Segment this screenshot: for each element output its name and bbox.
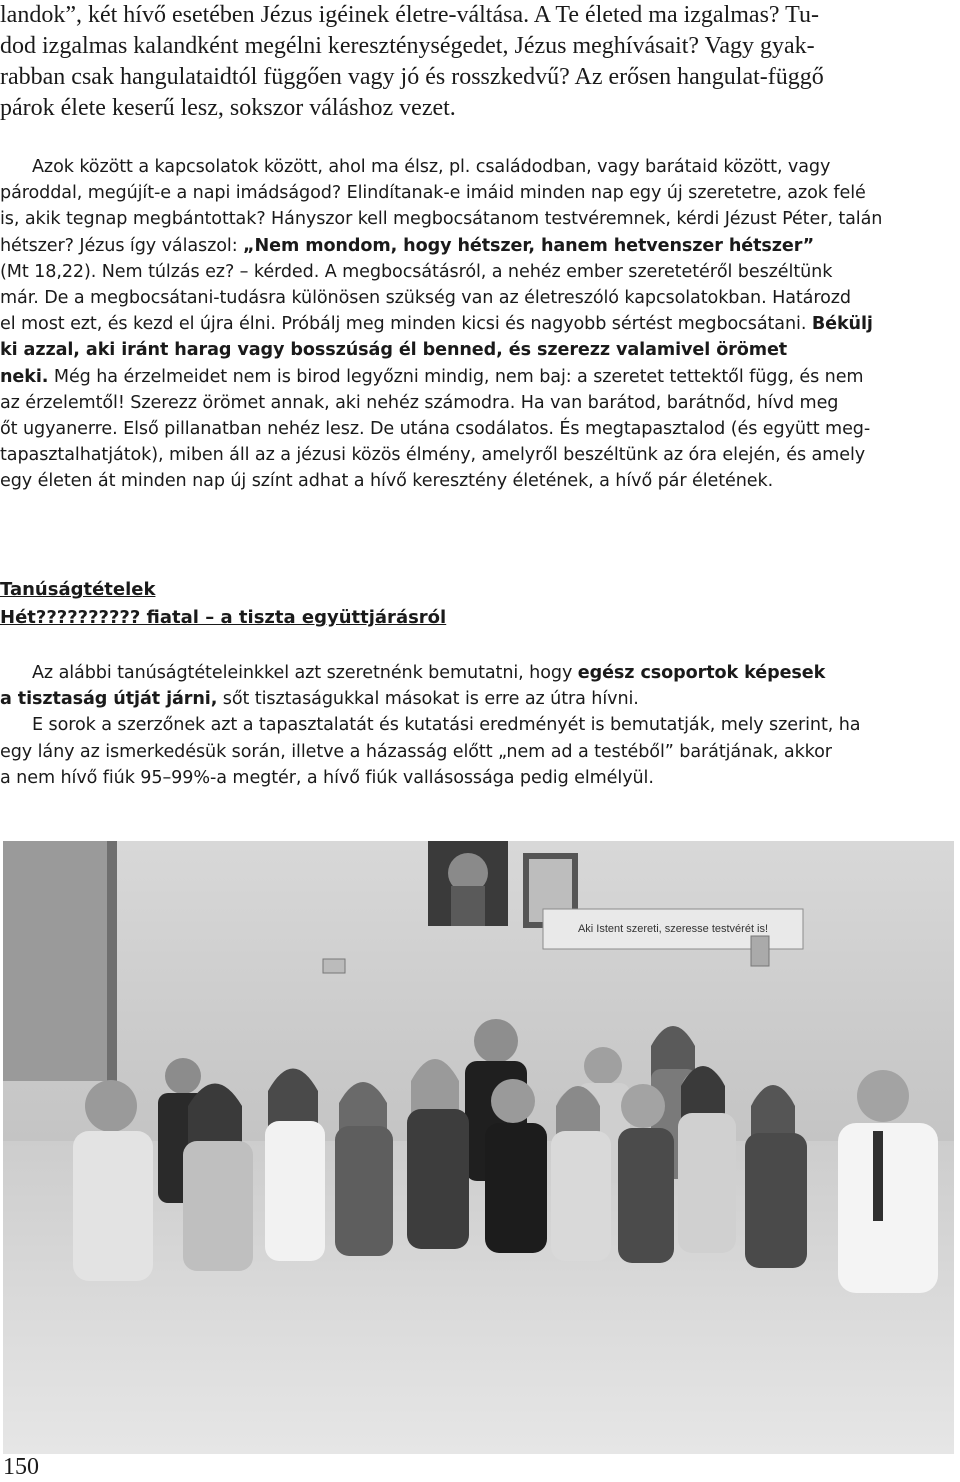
page-number: 150 [3, 1454, 39, 1480]
body-line [0, 364, 960, 390]
body-line [0, 233, 960, 259]
doorway-frame [107, 841, 117, 1081]
intercom [751, 936, 769, 966]
banner-text: Aki Istent szereti, szeresse testvérét is! [577, 923, 769, 935]
group-photo-illustration [3, 841, 954, 1454]
body-line: az érzelemtől! Szerezz örömet annak, aki nehéz számodra. Ha van barátod, barátnőd, hívd meg [0, 392, 839, 413]
testimony-line [0, 660, 960, 686]
body-line: őt ugyanerre. Első pillanatban nehéz lesz. De utána csodálatos. És megtapasztalod (és együtt meg- [0, 419, 871, 440]
intro-line: dod izgalmas kalandként megélni kereszténységedet, Jézus meghívásait? Vagy gyak- [0, 33, 815, 59]
section-title: Tanúságtételek [0, 579, 156, 600]
body-line: tapasztalhatjátok), miben áll az a jézusi közös élmény, amelyről beszéltünk az óra elején, és amely [0, 445, 866, 466]
body-line: Azok között a kapcsolatok között, ahol ma élsz, pl. családodban, vagy barátaid között, vagy [32, 157, 831, 177]
bible-quote: „Nem mondom, hogy hétszer, hanem hetvenszer hétszer” [243, 235, 815, 256]
testimony-line: E sorok a szerzőnek azt a tapasztalatát és kutatási eredményét is bemutatják, mely szerint, ha [32, 715, 861, 736]
body-paragraph [0, 154, 960, 495]
wall-socket [323, 959, 345, 973]
intro-line: landok”, két hívő esetében Jézus igéinek életre-váltása. A Te életed ma izgalmas? Tu- [0, 2, 819, 28]
emphasis-text: egész csoportok képesek [577, 663, 826, 683]
testimony-paragraph [0, 660, 960, 791]
emphasis-text: neki. [0, 366, 49, 387]
body-text: Még ha érzelmeidet nem is birod legyőzni mindig, nem baj: a szeretet tettektől függ, és nem [48, 366, 864, 387]
emphasis-text: a tisztaság útját járni, [0, 689, 218, 710]
doorway [3, 841, 113, 1081]
body-line [0, 311, 960, 337]
intro-paragraph [0, 0, 956, 124]
intro-line: párok élete keserű lesz, sokszor váláshoz vezet. [0, 95, 456, 121]
section-subtitle: Hét?????????? fiatal – a tiszta együttjárásról [0, 607, 447, 628]
group-photo [3, 841, 954, 1454]
body-text: sőt tisztaságukkal másokat is erre az útra hívni. [217, 689, 639, 710]
body-text: Az alábbi tanúságtételeinkkel azt szeretnénk bemutatni, hogy [32, 663, 578, 683]
emphasis-text: Békülj [811, 314, 873, 335]
body-text: el most ezt, és kezd el újra élni. Próbálj meg minden kicsi és nagyobb sértést megbocsátani. [0, 314, 812, 335]
body-line: egy életen át minden nap új színt adhat a hívő keresztény életének, a hívő pár életének. [0, 471, 774, 492]
icon-figure [451, 886, 485, 926]
testimony-line [0, 686, 960, 712]
emphasis-line: ki azzal, aki iránt harag vagy bosszúság él benned, és szerezz valamivel örömet [0, 340, 788, 361]
intro-line: rabban csak hangulataidtól függően vagy jó és rosszkedvű? Az erősen hangulat-függő [0, 64, 824, 90]
body-line: már. De a megbocsátani-tudásra különösen szükség van az életreszóló kapcsolatokban. Határozd [0, 288, 851, 309]
body-line: is, akik tegnap megbántottak? Hányszor kell megbocsátanom testvéremnek, kérdi Jézust Péter, talán [0, 209, 883, 230]
testimony-line: a nem hívő fiúk 95–99%-a megtér, a hívő fiúk vallásossága pedig elmélyül. [0, 767, 654, 788]
body-line: (Mt 18,22). Nem túlzás ez? – kérded. A megbocsátásról, a nehéz ember szeretetéről beszéltünk [0, 261, 833, 282]
body-line: pároddal, megújít-e a napi imádságod? Elindítanak-e imáid minden nap egy új szeretetre, azok felé [0, 183, 866, 204]
testimony-line: egy lány az ismerkedésük során, illetve a házasság előtt „nem ad a testéből” barátjának, akkor [0, 741, 832, 762]
body-text: hétszer? Jézus így válaszol: [0, 235, 244, 256]
